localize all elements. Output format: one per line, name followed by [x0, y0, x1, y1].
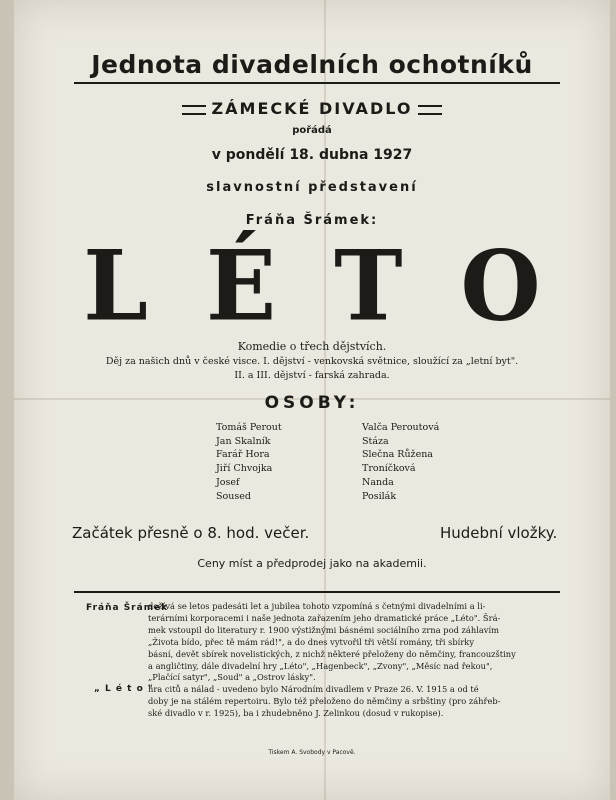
cast-list-right	[362, 421, 439, 503]
cast-member: Stáza	[362, 435, 389, 447]
prices-note: Ceny míst a předprodej jako na akademii.	[197, 557, 427, 570]
organization-heading: Jednota divadelních ochotníků	[91, 50, 533, 79]
bio-line: a angličtiny, dále divadelní hry „Léto", „Hagenbeck", „Zvony", „Měsíc nad řekou",	[148, 660, 493, 671]
cast-member: Jiří Chvojka	[216, 463, 273, 475]
scene-description-2: II. a III. dějství - farská zahrada.	[234, 370, 390, 381]
bio-line: ské divadlo v r. 1925), ba i zhudebněno J. Zelinkou (dosud v rukopise).	[148, 708, 444, 719]
bio-author-label: Fráňa Šrámek	[86, 603, 169, 613]
cast-member: Jan Skalník	[216, 435, 271, 447]
venue: ZÁMECKÉ DIVADLO	[211, 99, 413, 118]
music-note: Hudební vložky.	[440, 524, 558, 542]
bio-line: mek vstoupil do literatury r. 1900 výstižnými básnémi sociálního zrna pod záhlavím	[148, 624, 499, 635]
bio-line: „Života bído, přec tě mám rád!", a do dnes vytvořil tři větší romány, tři sbírky	[148, 636, 475, 647]
scene-description-1: Děj za našich dnů v české visce. I. dějství - venkovská světnice, sloužící za „letní byt".	[105, 356, 519, 367]
occasion: slavnostní představení	[206, 180, 418, 195]
bio-title-label: „ L é t o "	[94, 684, 154, 694]
cast-member: Nanda	[362, 476, 394, 488]
genre: Komedie o třech dějstvích.	[237, 340, 387, 353]
bio-line: hra citů a nálad - uvedeno bylo Národním divadlem v Praze 26. V. 1915 a od té	[148, 684, 479, 695]
play-title: LÉTO	[83, 229, 599, 343]
bio-line: dožívá se letos padesáti let a jubilea tohoto vzpomíná s četnými divadelními a li-	[148, 601, 486, 611]
cast-member: Farář Hora	[216, 449, 270, 461]
biography-text	[148, 601, 572, 720]
performance-date: v pondělí 18. dubna 1927	[211, 147, 413, 163]
cast-member: Valča Peroutová	[362, 422, 440, 433]
bio-line: básní, devět sbírek novelistických, z nichž některé přeloženy do němčiny, francouzštiny	[148, 648, 516, 659]
cast-list-left	[216, 421, 282, 503]
bio-line: „Plačící satyr", „Soud" a „Ostrov lásky".	[148, 672, 316, 683]
printer-credit: Tiskem A. Svobody v Pacově.	[268, 749, 356, 756]
bio-line: doby je na stálém repertoiru. Bylo též přeloženo do němčiny a srbštiny (pro záhřeb-	[148, 696, 501, 707]
bio-line: terárními korporacemi i naše jednota zařazením jeho dramatické práce „Léto". Šrá-	[148, 612, 501, 623]
cast-member: Tomáš Perout	[216, 422, 282, 433]
cast-member: Posilák	[362, 490, 397, 502]
cast-heading: OSOBY:	[264, 393, 360, 413]
double-dash-right	[418, 105, 442, 115]
start-time: Začátek přesně o 8. hod. večer.	[72, 524, 310, 542]
organizer-verb: pořádá	[292, 125, 332, 136]
cast-member: Josef	[216, 476, 240, 488]
venue-line	[14, 99, 610, 118]
cast-member: Troníčková	[362, 463, 416, 475]
poster	[14, 0, 610, 800]
cast-member: Soused	[216, 490, 251, 502]
author: Fráňa Šrámek:	[245, 213, 379, 228]
cast-member: Slečna Růžena	[362, 449, 433, 461]
bio-rule	[74, 591, 560, 593]
top-rule	[74, 82, 560, 84]
double-dash-left	[182, 105, 206, 115]
